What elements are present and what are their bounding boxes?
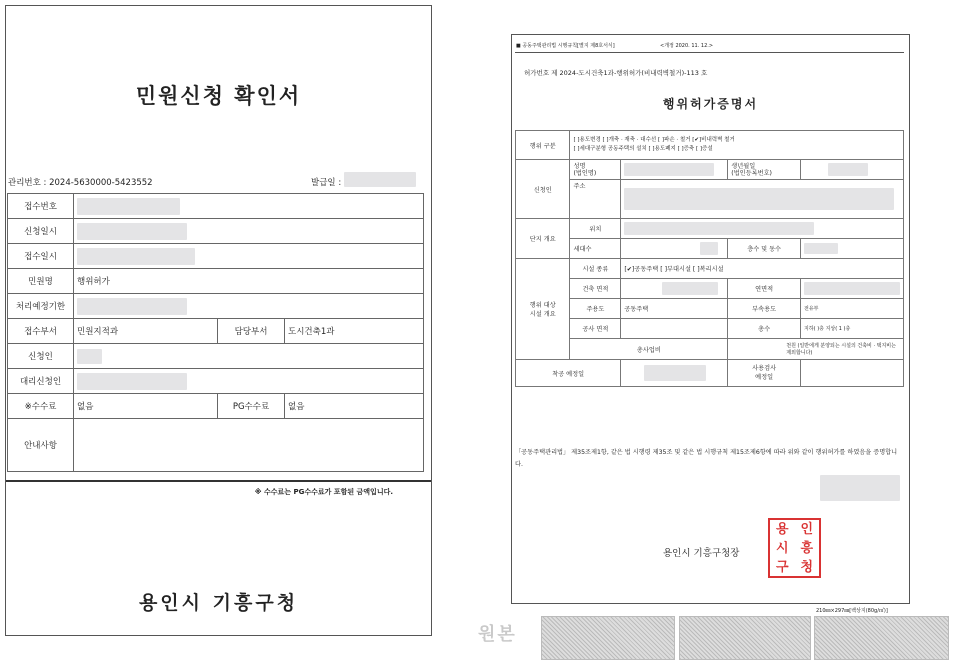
cost-label: 총사업비 — [570, 339, 728, 360]
handler-label: 담당부서 — [218, 319, 285, 344]
civil-name-value: 행위허가 — [74, 269, 424, 294]
redacted-value — [77, 198, 180, 215]
redacted-value — [644, 365, 706, 381]
table-row — [8, 244, 424, 269]
redacted-value — [77, 223, 187, 240]
certificate-title: 행위허가증명서 — [662, 97, 759, 111]
dept-label: 접수부서 — [8, 319, 74, 344]
table-row — [516, 299, 904, 319]
cost-value: 천원 (일반에게 분양되는 시설의 건축비 · 택지비는 제외합니다) — [728, 339, 904, 360]
redacted-value — [662, 282, 718, 295]
redacted-value — [700, 242, 718, 255]
facility-type-label: 시설 종류 — [570, 259, 621, 279]
issue-date-redacted — [344, 172, 416, 187]
table-row — [516, 279, 904, 299]
redacted-value — [804, 282, 900, 295]
seal-char: 용 — [775, 522, 789, 537]
work-area-label: 공사 면적 — [570, 319, 621, 339]
original-watermark: 원본 — [478, 624, 517, 645]
sub-use-label: 부속용도 — [728, 299, 801, 319]
sub-use-value: 전유부 — [801, 299, 904, 319]
table-row — [516, 160, 904, 180]
redacted-value — [77, 373, 187, 390]
applicant-label: 신청인 — [516, 160, 570, 219]
deadline-label: 처리예정기한 — [8, 294, 74, 319]
guide-label: 안내사항 — [8, 419, 74, 472]
official-seal — [768, 518, 821, 578]
thumbnail-strip — [541, 616, 675, 660]
seal-char: 인 — [800, 522, 814, 537]
civil-application-confirmation — [5, 5, 432, 636]
fee-label: ※수수료 — [8, 394, 74, 419]
apply-time-label: 신청일시 — [8, 219, 74, 244]
seal-char: 시 — [775, 541, 789, 556]
table-row — [516, 219, 904, 239]
table-row — [8, 294, 424, 319]
thumbnail-strip — [814, 616, 949, 660]
redacted-value — [624, 222, 814, 235]
act-type-line1: [ ]용도변경 [ ]개축 · 재축 · 대수선 [ ]파손 · 철거 [✔]비내력벽 철거 — [573, 137, 735, 143]
floors-label: 층수 및 동수 — [728, 239, 801, 259]
issuer-name: 용인시 기흥구청장 — [663, 548, 740, 559]
seal-char: 구 — [775, 560, 789, 575]
fee-note: ※ 수수료는 PG수수료가 포함된 금액입니다. — [254, 488, 393, 496]
table-row — [516, 259, 904, 279]
name-label: 성명 (법인명) — [570, 160, 621, 180]
seal-char: 흥 — [800, 541, 814, 556]
address-label: 주소 — [570, 180, 621, 219]
table-row — [516, 239, 904, 259]
complex-label: 단지 개요 — [516, 219, 570, 259]
total-area-label: 연면적 — [728, 279, 801, 299]
revision-date: <개정 2020. 11. 12.> — [660, 43, 714, 49]
table-row — [8, 319, 424, 344]
divider — [515, 52, 904, 53]
target-label: 행위 대상 시설 개요 — [516, 259, 570, 360]
permit-number: 허가번호 제 2024-도시건축1과-행위허가(비내력벽철거)-113 호 — [524, 69, 708, 77]
table-row — [516, 180, 904, 219]
certification-text: 「공동주택관리법」 제35조제1항, 같은 법 시행령 제35조 및 같은 법 시행규칙 제15조제6항에 따라 위와 같이 행위허가를 하였음을 증명합니다. — [515, 449, 898, 468]
receipt-time-label: 접수일시 — [8, 244, 74, 269]
act-type-label: 행위 구분 — [516, 131, 570, 160]
act-permit-certificate — [511, 34, 910, 604]
civil-name-label: 민원명 — [8, 269, 74, 294]
households-label: 세대수 — [570, 239, 621, 259]
pg-fee-label: PG수수료 — [218, 394, 285, 419]
agent-label: 대리신청인 — [8, 369, 74, 394]
inspection-date-label: 사용검사 예정일 — [728, 360, 801, 387]
table-row — [8, 269, 424, 294]
act-type-line2: [ ]세대구분형 공동주택의 설치 [ ]용도폐지 [ ]증축 [ ]증설 — [573, 146, 713, 152]
table-row — [8, 194, 424, 219]
handler-value: 도시건축1과 — [285, 319, 424, 344]
table-row — [8, 419, 424, 472]
seal-char: 청 — [800, 560, 814, 575]
table-row — [516, 339, 904, 360]
receipt-no-label: 접수번호 — [8, 194, 74, 219]
left-title: 민원신청 확인서 — [135, 84, 302, 108]
main-use-value: 공동주택 — [621, 299, 728, 319]
form-number: ■ 공동주택관리법 시행규칙[별지 제8호서식] — [516, 43, 615, 49]
start-date-label: 착공 예정일 — [516, 360, 621, 387]
storeys-value: 지하( )층 지상( 1 )층 — [801, 319, 904, 339]
redacted-value — [828, 163, 868, 176]
issue-date-label: 발급일 : — [311, 178, 342, 188]
permit-table — [515, 130, 904, 387]
main-use-label: 주용도 — [570, 299, 621, 319]
issuing-office: 용인시 기흥구청 — [138, 592, 299, 614]
divider — [6, 480, 431, 482]
birth-label: 생년월일 (법인등록번호) — [728, 160, 801, 180]
redacted-value — [624, 163, 714, 176]
table-row — [8, 394, 424, 419]
table-row — [8, 344, 424, 369]
redacted-signature — [820, 475, 900, 501]
table-row — [516, 319, 904, 339]
redacted-value — [77, 298, 187, 315]
table-row — [8, 219, 424, 244]
paper-size: 210㎜×297㎜[백상지(80g/㎡)] — [816, 608, 888, 614]
redacted-value — [804, 243, 838, 254]
thumbnail-strip — [679, 616, 811, 660]
redacted-value — [624, 188, 894, 210]
pg-fee-value: 없음 — [285, 394, 424, 419]
table-row — [516, 360, 904, 387]
table-row — [516, 131, 904, 160]
storeys-label: 총수 — [728, 319, 801, 339]
location-label: 위치 — [570, 219, 621, 239]
applicant-label: 신청인 — [8, 344, 74, 369]
dept-value: 민원지적과 — [74, 319, 218, 344]
redacted-value — [77, 349, 102, 364]
redacted-value — [77, 248, 195, 265]
table-row — [8, 369, 424, 394]
building-area-label: 건축 면적 — [570, 279, 621, 299]
fee-value: 없음 — [74, 394, 218, 419]
application-table — [7, 193, 424, 472]
facility-type-value: [✔]공동주택 [ ]부대시설 [ ]복리시설 — [621, 259, 904, 279]
management-number: 관리번호 : 2024-5630000-5423552 — [8, 178, 153, 188]
